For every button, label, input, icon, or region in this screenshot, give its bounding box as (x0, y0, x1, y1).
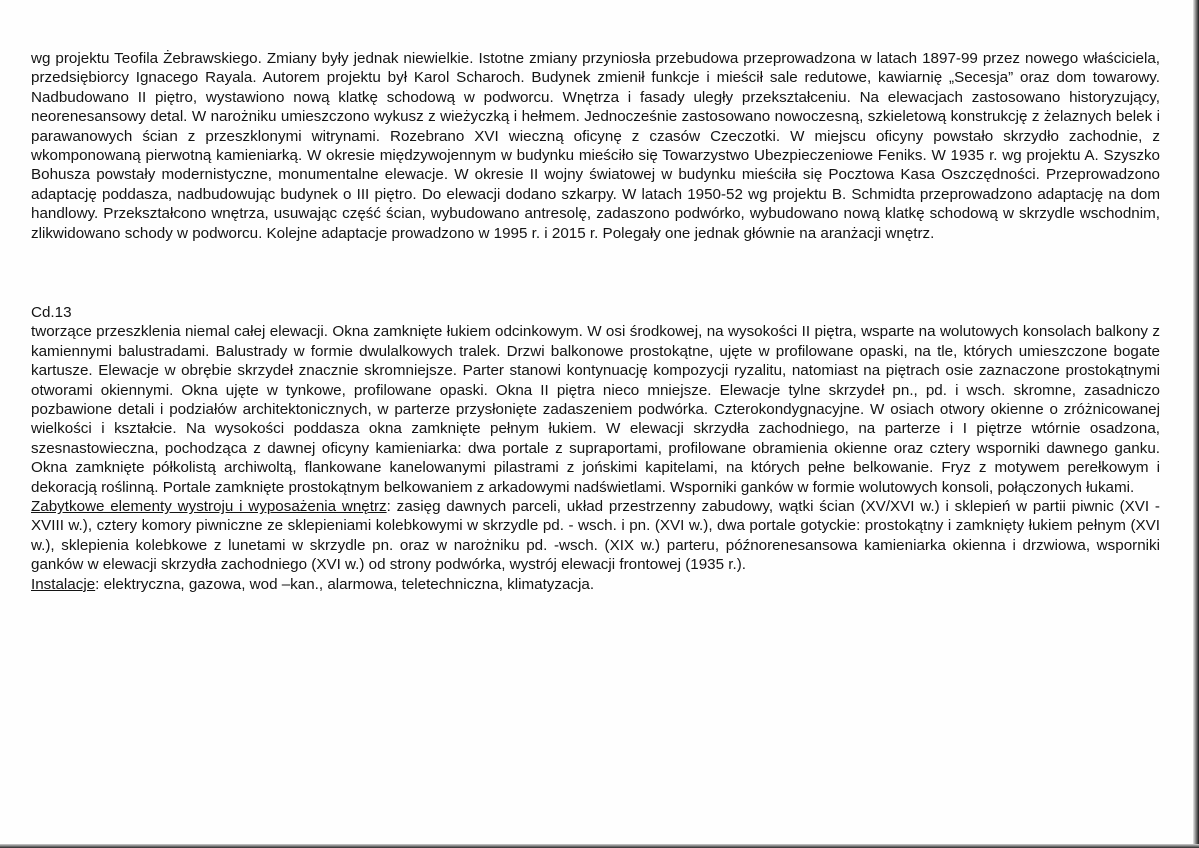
historic-elements-paragraph (31, 497, 1160, 575)
scan-edge-bottom (0, 844, 1199, 848)
section-label: Cd.13 (31, 304, 72, 321)
intro-text-block (31, 49, 1160, 243)
facade-paragraph: tworzące przeszklenia niemal całej elewacji. Okna zamknięte łukiem odcinkowym. W osi środkowej, na wysokości II piętra, wsparte na wolutowych konsolach balkony z kamiennymi balustradami. Balustrady w formie dwulalkowych tralek. Drzwi balkonowe prostokątne, ujęte w profilowane opaski, na tle, których umieszczone bogate kartusze. Elewacje w obrębie skrzydeł znacznie skromniejsze. Parter stanowi kontynuację kompozycji ryzalitu, natomiast na piętrach osie zaznaczone prostokątnymi otworami okiennymi. Okna ujęte w tynkowe, profilowane opaski. Okna II piętra nieco mniejsze. Elewacje tylne skrzydeł pn., pd. i wsch. skromne, zasadniczo pozbawione detali i podziałów architektonicznych, w parterze przysłonięte zadaszeniem podwórka. Czterokondygnacyjne. W osiach otwory okienne o zróżnicowanej wielkości i kształcie. Na wysokości poddasza okna zamknięte pełnym łukiem. W elewacji skrzydła zachodniego, na parterze i I piętrze wtórnie osadzona, szesnastowieczna, pochodząca z dawnej oficyny kamieniarka: dwa portale z supraportami, profilowane obramienia okienne oraz cztery wsporniki dawnego ganku. Okna zamknięte półkolistą archiwoltą, flankowane kanelowanymi pilastrami z jońskimi kapitelami, na których pełne belkowanie. Fryz z motywem perełkowym i dekoracją roślinną. Portale zamknięte prostokątnym belkowaniem z arkadowymi nadświetlami. Wsporniki ganków w formie wolutowych konsoli, połączonych łukami. (31, 323, 1160, 496)
historic-elements-text: : zasięg dawnych parceli, układ przestrzenny zabudowy, wątki ścian (XV/XVI w.) i sklepień w partii piwnic (XVI - XVIII w.), cztery komory piwniczne ze sklepieniami kolebkowymi w skrzydle pd. - wsch. i pn. (XVI w.), dwa portale gotyckie: prostokątny i zamknięty łukiem pełnym (XVI w.), sklepienia kolebkowe z lunetami w skrzydle pn. oraz w narożniku pd. -wsch. (XIX w.) parteru, późnorenesansowa kamieniarka okienna i drzwiowa, wsporniki ganków w elewacji skrzydła zachodniego (XVI w.) od strony podwórka, wystrój elewacji frontowej (1935 r.). (31, 498, 1160, 574)
installations-paragraph (31, 575, 1160, 594)
history-paragraph: wg projektu Teofila Żebrawskiego. Zmiany były jednak niewielkie. Istotne zmiany przyniosła przebudowa przeprowadzona w latach 1897-99 przez nowego właściciela, przedsiębiorcy Ignacego Rayala. Autorem projektu był Karol Scharoch. Budynek zmienił funkcje i mieścił sale redutowe, kawiarnię „Secesja” oraz dom towarowy. Nadbudowano II piętro, wystawiono nową klatkę schodową w podworcu. Wnętrza i fasady uległy przekształceniu. Na elewacjach zastosowano historyzujący, neorenesansowy detal. W narożniku umieszczono wykusz z wieżyczką i hełmem. Jednocześnie zastosowano nowoczesną, szkieletową konstrukcję z żelaznych belek i parawanowych ścian z przeszklonymi witrynami. Rozebrano XVI wieczną oficynę z czasów Czeczotki. W miejscu oficyny powstało skrzydło zachodnie, z wkomponowaną pierwotną kamieniarką. W okresie międzywojennym w budynku mieściło się Towarzystwo Ubezpieczeniowe Feniks. W 1935 r. wg projektu A. Szyszko Bohusza powstały modernistyczne, monumentalne elewacje. W okresie II wojny światowej w budynku mieściła się Pocztowa Kasa Oszczędności. Przeprowadzono adaptację poddasza, nadbudowując budynek o III piętro. Do elewacji dodano szkarpy. W latach 1950-52 wg projektu B. Schmidta przeprowadzono adaptację na dom handlowy. Przekształcono wnętrza, usuwając część ścian, wybudowano antresolę, zadaszono podwórko, wybudowano nową klatkę schodową w skrzydle wschodnim, zlikwidowano schody w podworcu. Kolejne adaptacje prowadzono w 1995 r. i 2015 r. Polegały one jednak głównie na aranżacji wnętrz. (31, 50, 1160, 242)
installations-label: Instalacje (31, 575, 96, 593)
continuation-text-block (31, 303, 1160, 594)
scan-edge-right (1193, 0, 1199, 848)
installations-text: : elektryczna, gazowa, wod –kan., alarmowa, teletechniczna, klimatyzacja. (95, 575, 595, 593)
historic-elements-label: Zabytkowe elementy wystroju i wyposażenia wnętrz (31, 498, 387, 516)
